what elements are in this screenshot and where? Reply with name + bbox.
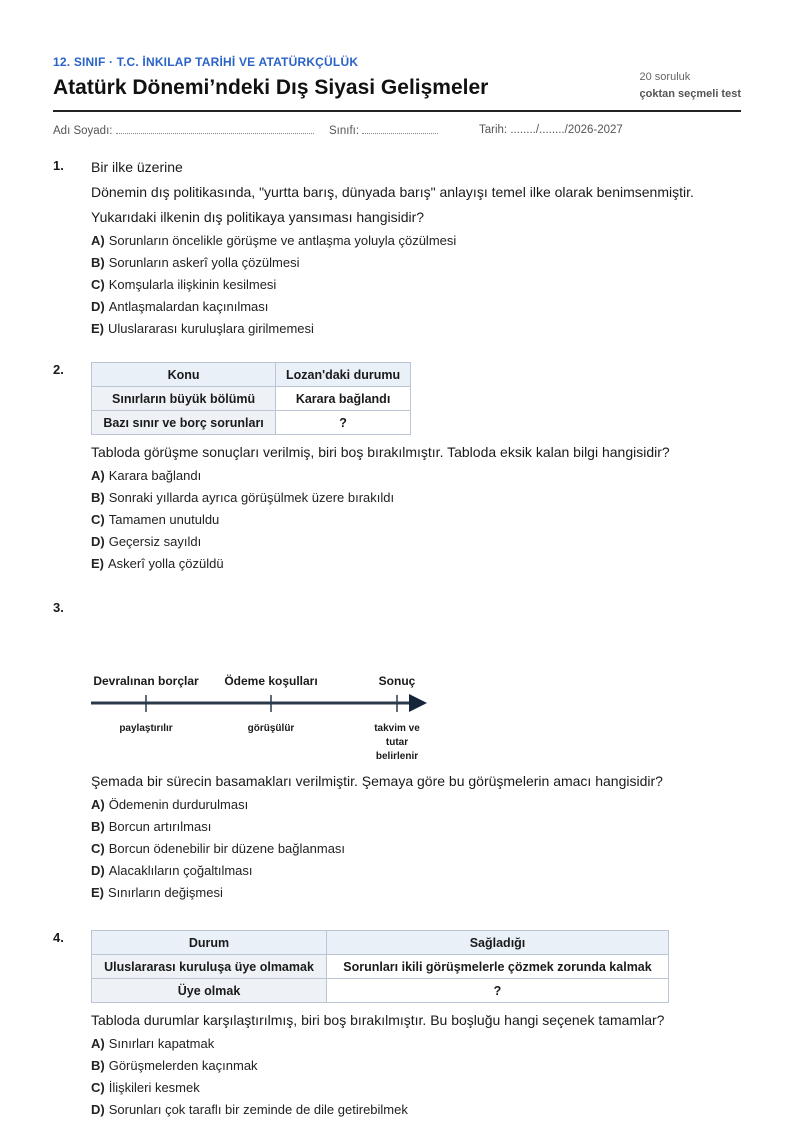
option-c[interactable]: C) Komşularla ilişkinin kesilmesi bbox=[91, 277, 277, 292]
table-row bbox=[92, 955, 669, 979]
class-label: Sınıfı: bbox=[329, 125, 360, 137]
course-name: 12. SINIF · T.C. İNKILAP TARİHİ VE ATATÜRKÇÜLÜK bbox=[53, 55, 359, 69]
table-header: Durum bbox=[92, 931, 327, 955]
option-c[interactable]: C) Borcun ödenebilir bir düzene bağlanması bbox=[91, 841, 346, 856]
option-d[interactable]: D) Sorunları çok taraflı bir zeminde de dile getirebilmek bbox=[91, 1102, 408, 1117]
option-b[interactable]: B) Sonraki yıllarda ayrıca görüşülmek üzere bırakıldı bbox=[91, 490, 395, 505]
question-body bbox=[91, 158, 741, 343]
table-row bbox=[92, 387, 411, 411]
step-sublabel: paylaştırılır bbox=[119, 723, 173, 734]
question-count: 20 soruluk bbox=[639, 71, 691, 83]
table-cell: ? bbox=[327, 979, 669, 1003]
option-b[interactable]: B) Görüşmelerden kaçınmak bbox=[91, 1058, 258, 1073]
option-d[interactable]: D) Alacaklıların çoğaltılması bbox=[91, 863, 253, 878]
option-d[interactable]: D) Geçersiz sayıldı bbox=[91, 534, 202, 549]
options-list bbox=[91, 1036, 741, 1118]
option-b[interactable]: B) Sorunların askerî yolla çözülmesi bbox=[91, 255, 300, 270]
option-c[interactable]: C) İlişkileri kesmek bbox=[91, 1080, 200, 1095]
option-b[interactable]: B) Borcun artırılması bbox=[91, 819, 212, 834]
test-meta bbox=[640, 71, 742, 100]
question-text: Dönemin dış politikasında, "yurtta barış, dünyada barış" anlayışı temel ilke olarak benimsenmiştir. bbox=[91, 184, 694, 200]
option-e[interactable]: E) Uluslararası kuruluşlara girilmemesi bbox=[91, 321, 314, 336]
date-field[interactable] bbox=[479, 124, 623, 136]
step-label: Sonuç bbox=[378, 674, 416, 688]
class-blank[interactable] bbox=[362, 124, 438, 134]
comparison-table bbox=[91, 930, 669, 1003]
name-field bbox=[53, 124, 314, 137]
question-body bbox=[91, 362, 741, 578]
table-cell: Bazı sınır ve borç sorunları bbox=[92, 411, 276, 435]
step-sublabel: takvim ve tutar belirlenir bbox=[374, 723, 420, 762]
question-prompt: Yukarıdaki ilkenin dış politikaya yansıması hangisidir? bbox=[91, 209, 425, 225]
options-list bbox=[91, 797, 741, 901]
name-label: Adı Soyadı: bbox=[53, 125, 113, 137]
question-prompt: Şemada bir sürecin basamakları verilmiştir. Şemaya göre bu görüşmelerin amacı hangisidir? bbox=[91, 773, 663, 789]
table-row bbox=[92, 979, 669, 1003]
option-a[interactable]: A) Karara bağlandı bbox=[91, 468, 202, 483]
table-header: Sağladığı bbox=[327, 931, 669, 955]
option-c[interactable]: C) Tamamen unutuldu bbox=[91, 512, 220, 527]
question-body bbox=[91, 930, 741, 1124]
question-body bbox=[91, 600, 741, 907]
option-e[interactable]: E) Askerî yolla çözüldü bbox=[91, 556, 224, 571]
option-a[interactable]: A) Sınırları kapatmak bbox=[91, 1036, 215, 1051]
table-cell: Sorunları ikili görüşmelerle çözmek zorunda kalmak bbox=[327, 955, 669, 979]
worksheet-header bbox=[53, 0, 741, 112]
question-number: 4. bbox=[53, 930, 64, 945]
options-list bbox=[91, 468, 741, 572]
option-e[interactable]: E) Sınırların değişmesi bbox=[91, 885, 223, 900]
question-prompt: Tabloda görüşme sonuçları verilmiş, biri boş bırakılmıştır. Tabloda eksik kalan bilgi hangisidir? bbox=[91, 444, 670, 460]
worksheet-page bbox=[53, 0, 741, 1117]
page-title: Atatürk Dönemi’ndeki Dış Siyasi Gelişmeler bbox=[53, 76, 489, 99]
class-field bbox=[329, 124, 438, 137]
option-a[interactable]: A) Sorunların öncelikle görüşme ve antlaşma yoluyla çözülmesi bbox=[91, 233, 457, 248]
question-number: 2. bbox=[53, 362, 64, 377]
question-number: 3. bbox=[53, 600, 64, 615]
question-prompt: Tabloda durumlar karşılaştırılmış, biri boş bırakılmıştır. Bu boşluğu hangi seçenek tamamlar? bbox=[91, 1012, 665, 1028]
process-diagram bbox=[91, 600, 741, 772]
question-number: 1. bbox=[53, 158, 64, 173]
table-cell: Uluslararası kuruluşa üye olmamak bbox=[92, 955, 327, 979]
table-cell: Sınırların büyük bölümü bbox=[92, 387, 276, 411]
table-row bbox=[92, 411, 411, 435]
name-blank[interactable] bbox=[116, 124, 314, 134]
step-label: Devralınan borçlar bbox=[93, 674, 199, 688]
table-header-row bbox=[92, 931, 669, 955]
comparison-table bbox=[91, 362, 411, 435]
table-cell: ? bbox=[276, 411, 411, 435]
step-label: Ödeme koşulları bbox=[224, 674, 318, 688]
options-list bbox=[91, 233, 741, 337]
table-header-row bbox=[92, 363, 411, 387]
option-d[interactable]: D) Antlaşmalardan kaçınılması bbox=[91, 299, 269, 314]
step-sublabel: görüşülür bbox=[247, 723, 295, 734]
table-header: Lozan'daki durumu bbox=[276, 363, 411, 387]
arrow-head bbox=[409, 694, 427, 712]
option-a[interactable]: A) Ödemenin durdurulması bbox=[91, 797, 249, 812]
test-type: çoktan seçmeli test bbox=[639, 88, 741, 100]
date-label: Tarih: ......../......../2026-2027 bbox=[479, 124, 623, 136]
table-cell: Karara bağlandı bbox=[276, 387, 411, 411]
table-header: Konu bbox=[92, 363, 276, 387]
question-heading: Bir ilke üzerine bbox=[91, 159, 183, 175]
table-cell: Üye olmak bbox=[92, 979, 327, 1003]
